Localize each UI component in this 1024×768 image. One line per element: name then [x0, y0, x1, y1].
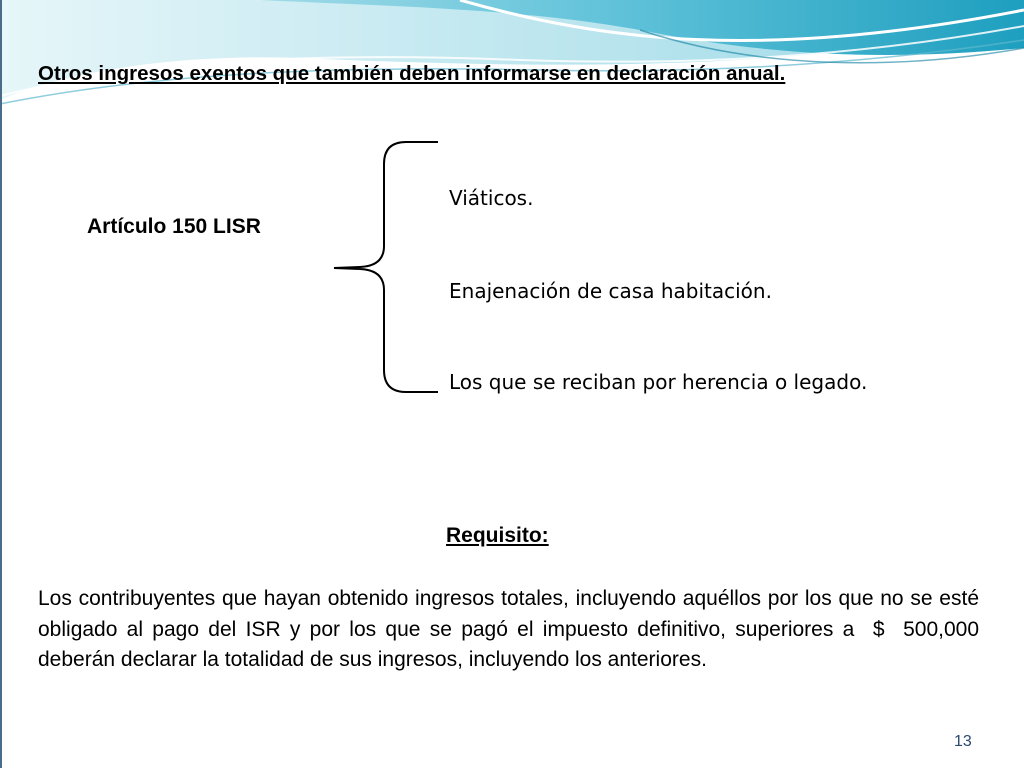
requirement-heading: Requisito:	[446, 524, 549, 547]
exempt-item-herencia-legado: Los que se reciban por herencia o legado.	[449, 370, 868, 394]
curly-brace	[330, 138, 446, 396]
page-number: 13	[954, 733, 972, 750]
decorative-header-waves	[0, 0, 1024, 120]
exempt-item-viaticos: Viáticos.	[449, 186, 534, 210]
article-label: Artículo 150 LISR	[87, 215, 261, 238]
slide-left-border	[0, 0, 2, 768]
slide-title: Otros ingresos exentos que también deben informarse en declaración anual.	[38, 62, 786, 85]
exempt-item-casa-habitacion: Enajenación de casa habitación.	[449, 279, 772, 303]
requirement-text: Los contribuyentes que hayan obtenido ingresos totales, incluyendo aquéllos por los que no se esté obligado al pago del ISR y por los que se pagó el impuesto definitivo, superiores a $ 500,000 deberán declarar la totalidad de sus ingresos, incluyendo los anteriores.	[38, 587, 985, 671]
